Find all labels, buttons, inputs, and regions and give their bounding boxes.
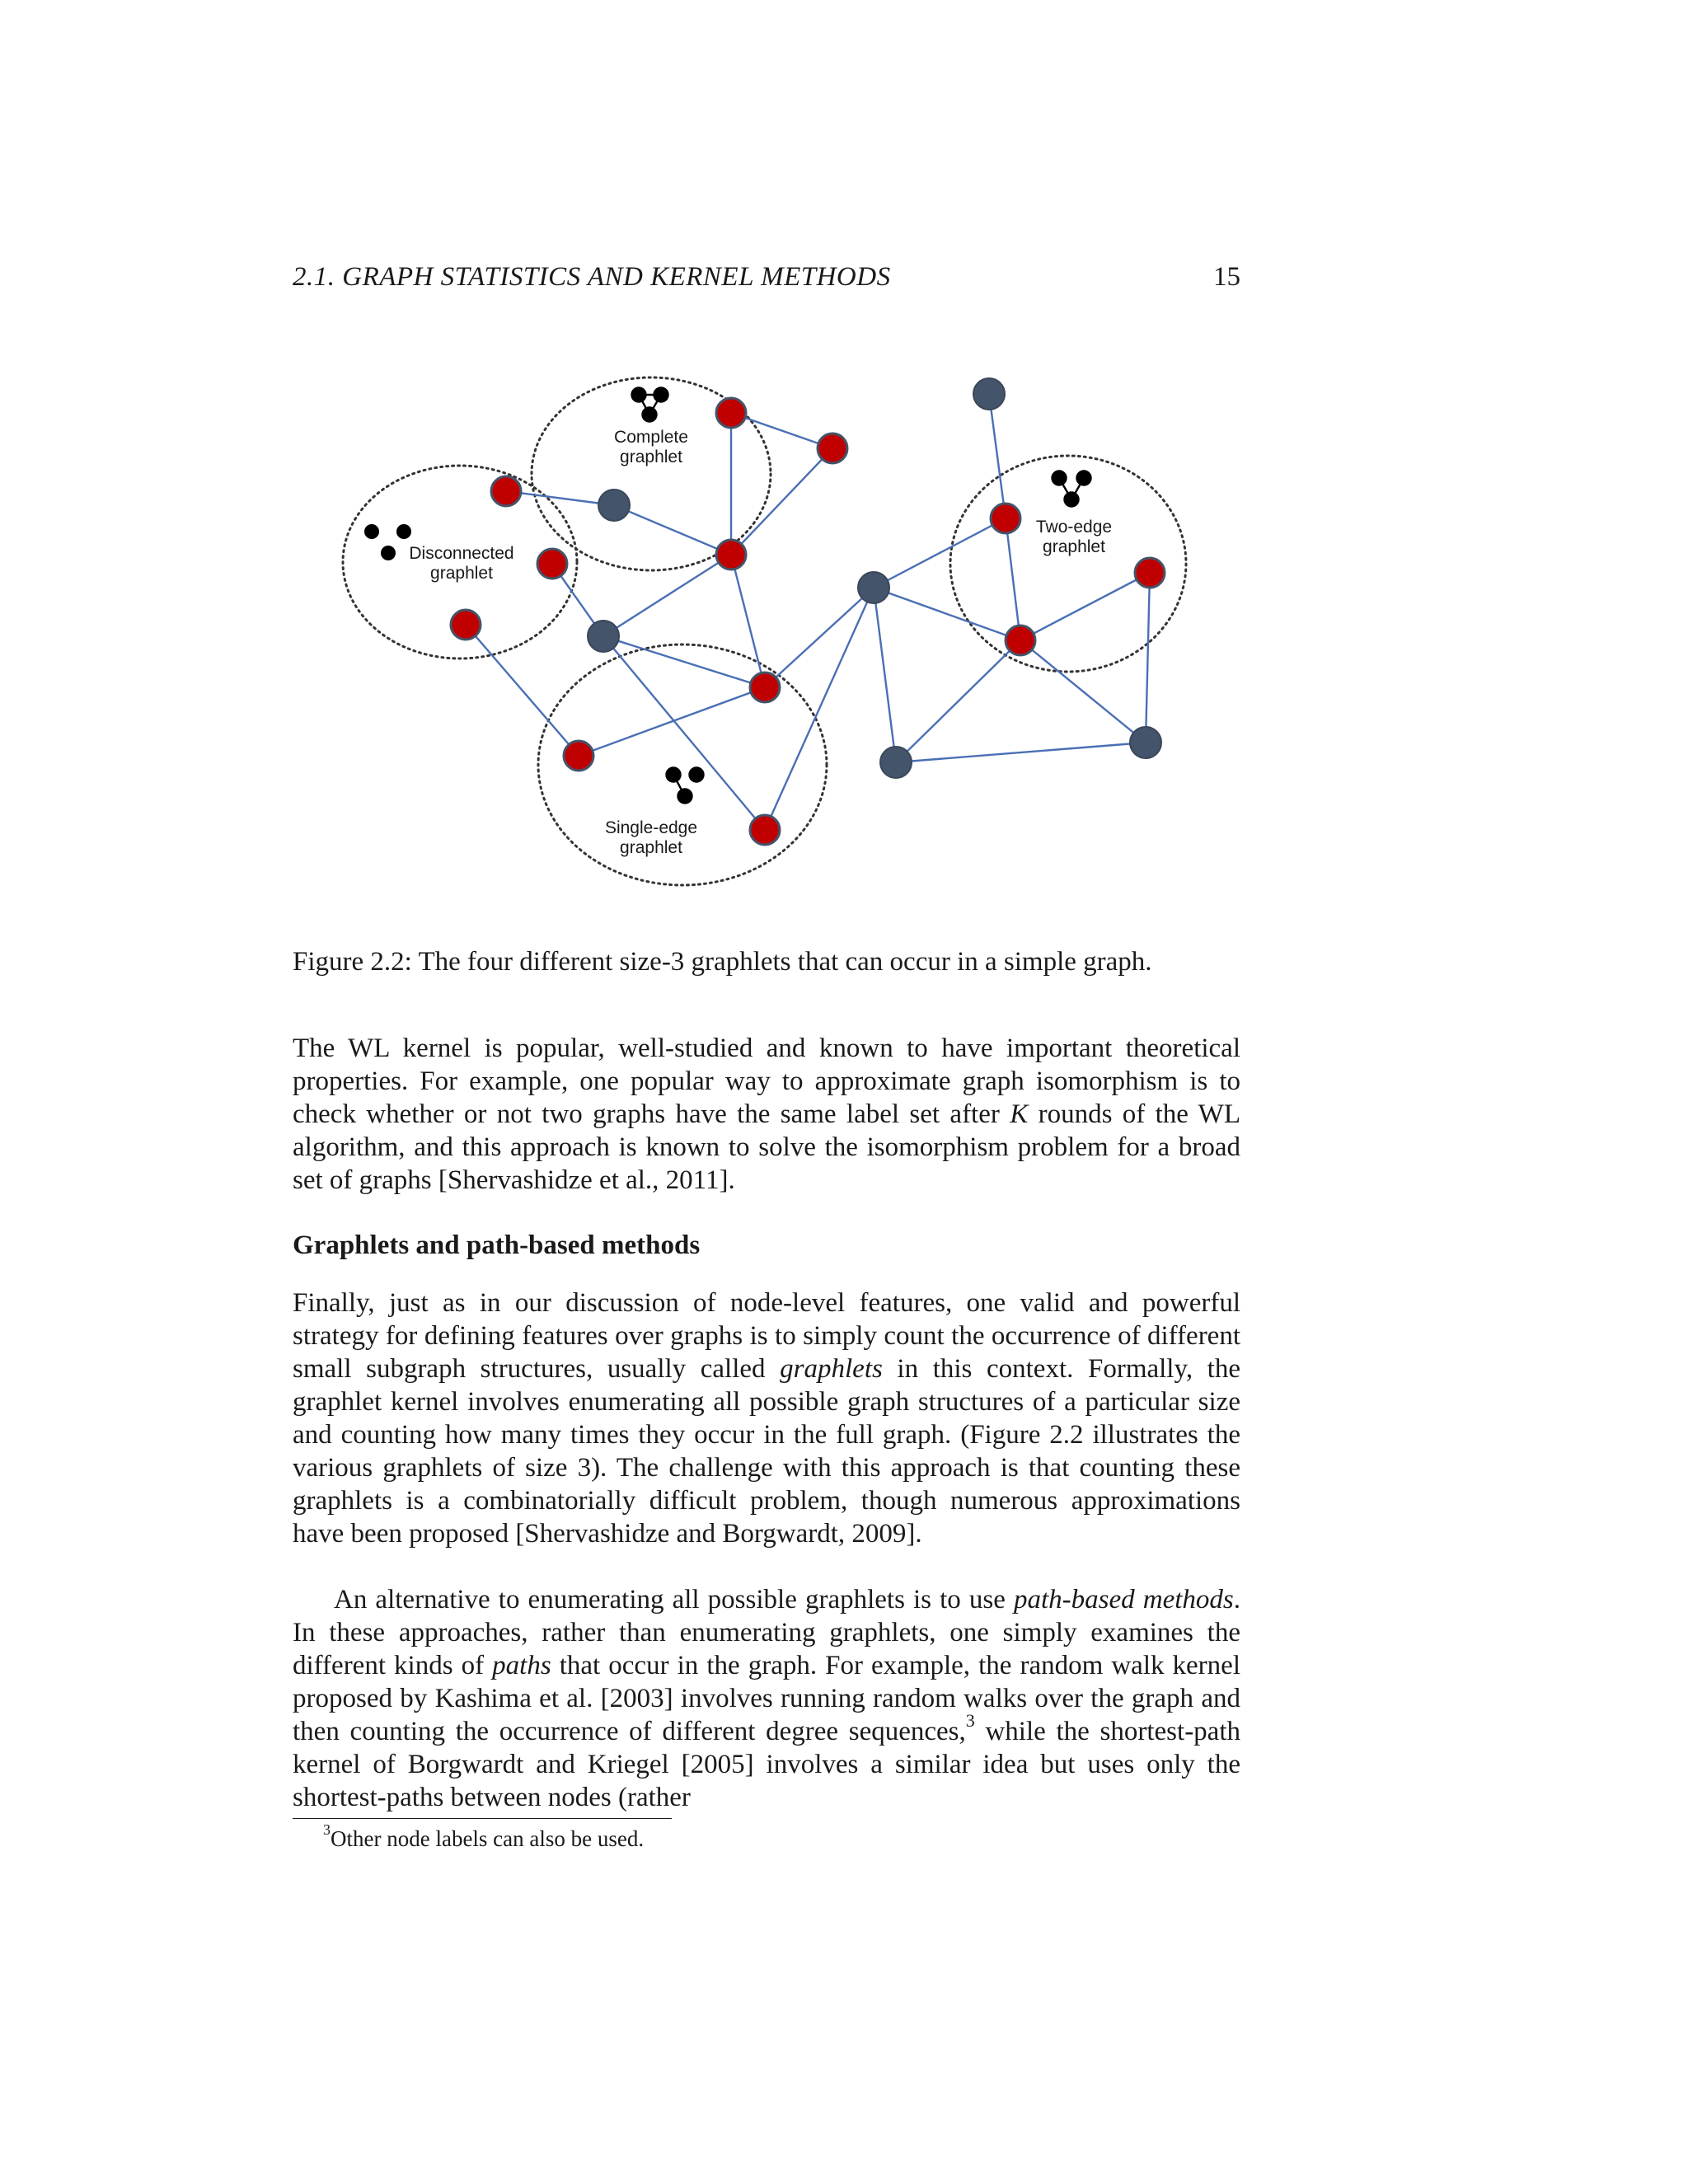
- complete-label-line1: Complete: [614, 428, 688, 447]
- single-edge-graphlet-icon: [667, 768, 704, 804]
- paragraph-graphlets: Finally, just as in our discussion of node-level features, one valid and powerful strategy for defining features over graphs is to simply count the occurrence of different small subgraph structures, usually called graphlets in this context. Formally, the graphlet kernel involves enumerating all possible graph structures of a particular size and counting how many times they occur in the full graph. (Figure 2.2 illustrates the various graphlets of size 3). The challenge with this approach is that counting these graphlets is a combinatorially difficult problem, though numerous approximations have been proposed [Shervashidze and Borgwardt, 2009].: [293, 1288, 1240, 1549]
- footnote-mark: 3: [323, 1821, 331, 1838]
- term-path-based-methods: path-based methods: [1014, 1585, 1234, 1615]
- single-edge-label-line1: Single-edge: [604, 818, 698, 837]
- paragraph-path-based: An alternative to enumerating all possible graphlets is to use path-based methods. In these approaches, rather than enumerating graphlets, one simply examines the different kinds of paths that occur in the graph. For example, the random walk kernel proposed by Kashima et al. [2003] involves running random walks over the graph and then counting the occurrence of different degree sequences,$^3$ while the shortest-path kernel of Borgwardt and Kriegel [2005] involves a similar idea but uses only the shortest-paths between nodes (rather: [293, 1585, 1240, 1812]
- section-title: 2.1. GRAPH STATISTICS AND KERNEL METHODS: [293, 262, 891, 292]
- complete-graphlet-icon: [632, 388, 668, 422]
- footnote-rule: [293, 1818, 672, 1819]
- two-edge-label-line2: graphlet: [1043, 537, 1105, 556]
- two-edge-label-line1: Two-edge: [1035, 518, 1113, 537]
- disconnected-label-line2: graphlet: [430, 564, 493, 583]
- two-edge-graphlet-icon: [1053, 471, 1091, 507]
- running-head: [293, 262, 1240, 303]
- variable-k: K: [1010, 1099, 1029, 1129]
- footnote-text: Other node labels can also be used.: [331, 1826, 645, 1851]
- term-graphlets: graphlets: [780, 1354, 883, 1384]
- footnote: [323, 1821, 645, 1853]
- term-paths: paths: [492, 1651, 551, 1680]
- footnote-ref[interactable]: 3: [965, 1710, 975, 1731]
- disconnected-graphlet-icon: [364, 524, 411, 560]
- disconnected-label-line1: Disconnected: [409, 544, 514, 563]
- page-number: 15: [1213, 262, 1240, 292]
- complete-label-line2: graphlet: [620, 448, 682, 466]
- section-heading: Graphlets and path-based methods: [293, 1230, 701, 1260]
- graphlet-figure: [330, 346, 1203, 907]
- graph-diagram: [330, 346, 1203, 907]
- paragraph-wl-kernel: The WL kernel is popular, well-studied and known to have important theoretical properties. For example, one popular way to approximate graph isomorphism is to check whether or not two graphs have the same label set after K rounds of the WL algorithm, and this approach is known to solve the isomorphism problem for a broad set of graphs [Shervashidze et al., 2011].: [293, 1033, 1240, 1195]
- single-edge-label-line2: graphlet: [620, 838, 682, 857]
- figure-caption: Figure 2.2: The four different size-3 graphlets that can occur in a simple graph.: [293, 947, 1152, 977]
